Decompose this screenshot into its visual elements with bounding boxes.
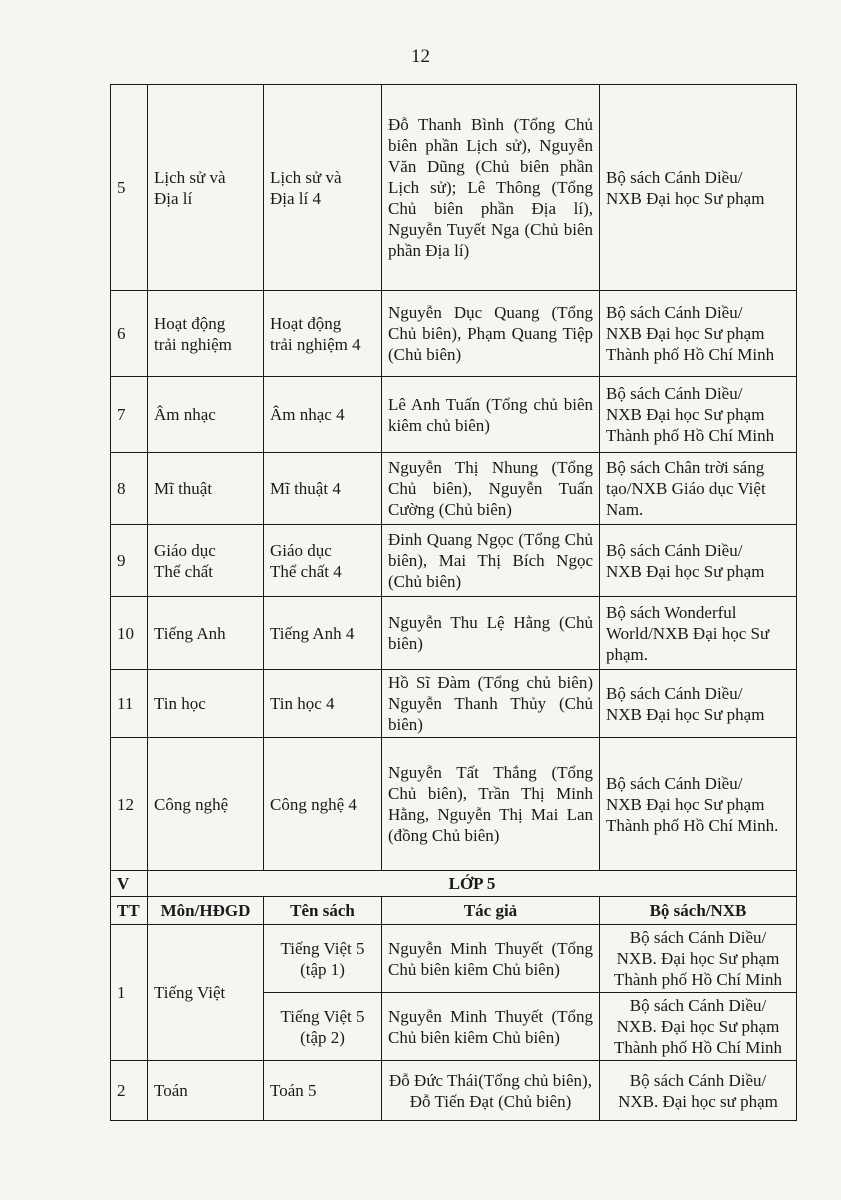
table-row: [111, 597, 797, 670]
author-cell: Đinh Quang Ngọc (Tổng Chủ biên), Mai Thị Bích Ngọc (Chủ biên): [382, 525, 600, 597]
subject-cell: Toán: [148, 1061, 264, 1121]
textbook-table: [110, 84, 797, 1121]
header-series-publisher: Bộ sách/NXB: [600, 897, 797, 925]
book-title-cell: Toán 5: [264, 1061, 382, 1121]
subject-cell: Âm nhạc: [148, 377, 264, 453]
author-cell: Đỗ Thanh Bình (Tổng Chủ biên phần Lịch sử), Nguyễn Văn Dũng (Chủ biên phần Lịch sử); Lê Thông (Tổng Chủ biên phần Địa lí), Nguyễn Tuyết Nga (Chủ biên phần Địa lí): [382, 85, 600, 291]
row-number: 7: [111, 377, 148, 453]
series-publisher-cell: Bộ sách Cánh Diều/ NXB Đại học Sư phạm Thành phố Hồ Chí Minh.: [600, 738, 797, 871]
row-number: 8: [111, 453, 148, 525]
header-author: Tác giả: [382, 897, 600, 925]
book-title-cell: Giáo dục Thể chất 4: [264, 525, 382, 597]
subject-cell: Tiếng Việt: [148, 925, 264, 1061]
header-book-title: Tên sách: [264, 897, 382, 925]
series-publisher-cell: Bộ sách Cánh Diều/ NXB. Đại học Sư phạm Thành phố Hồ Chí Minh: [600, 925, 797, 993]
subject-cell: Hoạt động trải nghiệm: [148, 291, 264, 377]
header-subject: Môn/HĐGD: [148, 897, 264, 925]
table-row: [111, 525, 797, 597]
author-cell: Lê Anh Tuấn (Tổng chủ biên kiêm chủ biên): [382, 377, 600, 453]
series-publisher-cell: Bộ sách Cánh Diều/ NXB Đại học Sư phạm Thành phố Hồ Chí Minh: [600, 291, 797, 377]
book-title-cell: Công nghệ 4: [264, 738, 382, 871]
author-cell: Nguyễn Dục Quang (Tổng Chủ biên), Phạm Quang Tiệp (Chủ biên): [382, 291, 600, 377]
table-row: [111, 453, 797, 525]
row-number: 9: [111, 525, 148, 597]
book-title-cell: Mĩ thuật 4: [264, 453, 382, 525]
book-title-cell: Tiếng Việt 5 (tập 1): [264, 925, 382, 993]
author-cell: Nguyễn Minh Thuyết (Tổng Chủ biên kiêm Chủ biên): [382, 925, 600, 993]
table-row: [111, 85, 797, 291]
section-title: LỚP 5: [148, 871, 797, 897]
series-publisher-cell: Bộ sách Chân trời sáng tạo/NXB Giáo dục Việt Nam.: [600, 453, 797, 525]
row-number: 6: [111, 291, 148, 377]
book-title-cell: Hoạt động trải nghiệm 4: [264, 291, 382, 377]
author-cell: Đỗ Đức Thái(Tổng chủ biên), Đỗ Tiến Đạt (Chủ biên): [382, 1061, 600, 1121]
row-number: 12: [111, 738, 148, 871]
row-number: 1: [111, 925, 148, 1061]
table-row: [111, 670, 797, 738]
table-row: [111, 377, 797, 453]
series-publisher-cell: Bộ sách Cánh Diều/ NXB Đại học Sư phạm: [600, 525, 797, 597]
table-row: [111, 291, 797, 377]
table-header-row: [111, 897, 797, 925]
row-number: 5: [111, 85, 148, 291]
author-cell: Nguyễn Tất Thắng (Tổng Chủ biên), Trần Thị Minh Hằng, Nguyễn Thị Mai Lan (đồng Chủ biên): [382, 738, 600, 871]
author-cell: Nguyễn Thị Nhung (Tổng Chủ biên), Nguyễn Tuấn Cường (Chủ biên): [382, 453, 600, 525]
author-cell: Nguyễn Minh Thuyết (Tổng Chủ biên kiêm Chủ biên): [382, 993, 600, 1061]
row-number: 10: [111, 597, 148, 670]
subject-cell: Mĩ thuật: [148, 453, 264, 525]
section-row: [111, 871, 797, 897]
book-title-cell: Tiếng Anh 4: [264, 597, 382, 670]
row-number: 11: [111, 670, 148, 738]
row-number: 2: [111, 1061, 148, 1121]
subject-cell: Lịch sử và Địa lí: [148, 85, 264, 291]
page-number: 12: [411, 46, 430, 67]
series-publisher-cell: Bộ sách Cánh Diều/ NXB. Đại học Sư phạm Thành phố Hồ Chí Minh: [600, 993, 797, 1061]
subject-cell: Tiếng Anh: [148, 597, 264, 670]
subject-cell: Giáo dục Thể chất: [148, 525, 264, 597]
author-cell: Nguyễn Thu Lệ Hằng (Chủ biên): [382, 597, 600, 670]
header-tt: TT: [111, 897, 148, 925]
section-roman: V: [111, 871, 148, 897]
table-row: [111, 925, 797, 993]
series-publisher-cell: Bộ sách Wonderful World/NXB Đại học Sư phạm.: [600, 597, 797, 670]
series-publisher-cell: Bộ sách Cánh Diều/ NXB Đại học Sư phạm: [600, 85, 797, 291]
book-title-cell: Âm nhạc 4: [264, 377, 382, 453]
series-publisher-cell: Bộ sách Cánh Diều/ NXB Đại học Sư phạm: [600, 670, 797, 738]
book-title-cell: Tin học 4: [264, 670, 382, 738]
table-row: [111, 738, 797, 871]
table-row: [111, 1061, 797, 1121]
book-title-cell: Lịch sử và Địa lí 4: [264, 85, 382, 291]
book-title-cell: Tiếng Việt 5 (tập 2): [264, 993, 382, 1061]
author-cell: Hồ Sĩ Đàm (Tổng chủ biên) Nguyễn Thanh Thủy (Chủ biên): [382, 670, 600, 738]
subject-cell: Tin học: [148, 670, 264, 738]
subject-cell: Công nghệ: [148, 738, 264, 871]
series-publisher-cell: Bộ sách Cánh Diều/ NXB Đại học Sư phạm Thành phố Hồ Chí Minh: [600, 377, 797, 453]
series-publisher-cell: Bộ sách Cánh Diều/ NXB. Đại học sư phạm: [600, 1061, 797, 1121]
